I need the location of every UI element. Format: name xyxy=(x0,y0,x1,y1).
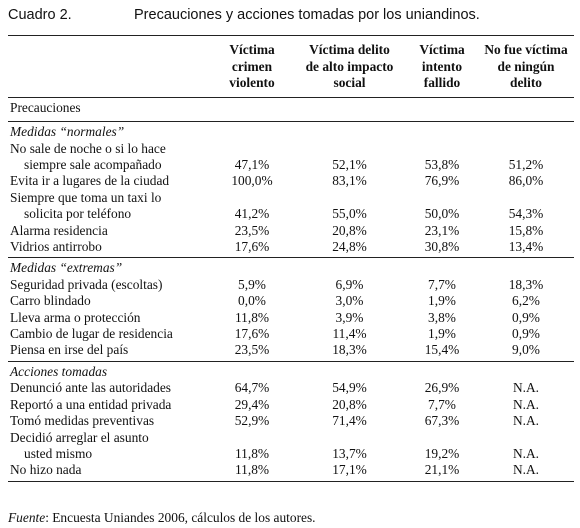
value-cell: 47,1% xyxy=(234,157,270,172)
value-cell: 1,9% xyxy=(428,326,456,342)
table-footnote xyxy=(8,510,316,526)
section-title: Acciones tomadas xyxy=(8,361,574,380)
table-row xyxy=(8,380,574,396)
value-cell: 24,8% xyxy=(332,239,367,255)
value-cell: 11,8% xyxy=(234,462,270,478)
row-label xyxy=(8,277,211,293)
table-row xyxy=(8,293,574,309)
value-cell: 26,9% xyxy=(424,380,460,396)
row-label-line: Decidió arreglar el asunto xyxy=(10,429,149,445)
value-cell: 11,8% xyxy=(234,309,270,325)
value-cell: 50,0% xyxy=(424,206,460,222)
value-cell: 76,9% xyxy=(424,173,460,189)
value-cell: 0,0% xyxy=(238,293,266,309)
row-label-line: Alarma residencia xyxy=(10,222,108,238)
column-header: Víctima intento fallido xyxy=(419,42,465,91)
value-cell: 15,4% xyxy=(424,342,460,358)
row-label-line: Carro blindado xyxy=(10,293,91,309)
value-cell: 41,2% xyxy=(234,206,270,222)
row-label-line: Evita ir a lugares de la ciudad xyxy=(10,173,170,189)
row-label-line: Siempre que toma un taxi lo xyxy=(10,189,162,205)
value-cell: 53,8% xyxy=(424,157,460,172)
value-cell: N.A. xyxy=(512,380,540,396)
value-cell: 3,9% xyxy=(335,309,364,325)
value-cell: N.A. xyxy=(512,396,540,412)
value-cell: 86,0% xyxy=(508,173,544,189)
value-cell: 5,9% xyxy=(238,276,266,292)
row-label xyxy=(8,223,211,239)
value-cell: 100,0% xyxy=(231,173,273,189)
table-row xyxy=(8,277,574,293)
row-label-line: Seguridad privada (escoltas) xyxy=(10,276,163,292)
column-header: Víctima crimen violento xyxy=(229,42,275,91)
value-cell: 23,1% xyxy=(424,222,460,238)
value-cell: 3,8% xyxy=(428,309,456,325)
value-cell: 52,1% xyxy=(332,157,367,172)
value-cell: 17,6% xyxy=(234,326,270,342)
value-cell: 11,4% xyxy=(332,326,367,342)
section-title: Medidas “extremas” xyxy=(8,258,574,277)
footnote-label: Fuente xyxy=(8,510,46,525)
value-cell: 20,8% xyxy=(332,222,367,238)
value-cell: 6,2% xyxy=(512,293,540,309)
column-header: Víctima delito de alto impacto social xyxy=(305,42,394,91)
precautions-table xyxy=(8,35,574,482)
row-label xyxy=(8,462,211,481)
table-row xyxy=(8,397,574,413)
value-cell: N.A. xyxy=(512,445,540,461)
row-label xyxy=(8,239,211,258)
table-row xyxy=(8,430,574,463)
value-cell: 71,4% xyxy=(332,413,367,429)
value-cell: 11,8% xyxy=(234,445,270,461)
value-cell: 17,6% xyxy=(234,239,270,255)
value-cell: 17,1% xyxy=(332,462,367,478)
row-label-line: usted mismo xyxy=(24,445,93,461)
table-row xyxy=(8,310,574,326)
table-row xyxy=(8,342,574,361)
row-label-line: Tomó medidas preventivas xyxy=(10,413,155,429)
row-label-line: Piensa en irse del país xyxy=(10,342,129,358)
table-row xyxy=(8,223,574,239)
row-label xyxy=(8,430,211,463)
value-cell: 18,3% xyxy=(508,276,544,292)
value-cell: 30,8% xyxy=(424,239,460,255)
row-label xyxy=(8,397,211,413)
table-row xyxy=(8,190,574,223)
value-cell: 3,0% xyxy=(335,293,364,309)
table-row xyxy=(8,462,574,481)
value-cell: 13,7% xyxy=(332,445,367,461)
table-row xyxy=(8,173,574,189)
section-header-row xyxy=(8,122,574,141)
table-row xyxy=(8,413,574,429)
table-header xyxy=(8,36,574,98)
value-cell: 18,3% xyxy=(332,342,367,358)
value-cell: 6,9% xyxy=(335,276,364,292)
value-cell: 52,9% xyxy=(234,413,270,429)
section-title: Medidas “normales” xyxy=(8,122,574,141)
row-label-line: Reportó a una entidad privada xyxy=(10,396,172,412)
value-cell: 55,0% xyxy=(332,206,367,222)
value-cell: 54,9% xyxy=(332,380,367,396)
row-label-line: Vidrios antirrobo xyxy=(10,239,102,255)
table-number: Cuadro 2. xyxy=(8,7,72,23)
table-row xyxy=(8,141,574,174)
row-label-line: Lleva arma o protección xyxy=(10,309,141,325)
row-label xyxy=(8,380,211,396)
table-title: Precauciones y acciones tomadas por los uniandinos. xyxy=(134,7,480,23)
row-label xyxy=(8,413,211,429)
value-cell: 7,7% xyxy=(428,396,456,412)
value-cell: 21,1% xyxy=(424,462,460,478)
column-header: No fue víctima de ningún delito xyxy=(484,42,568,91)
value-cell: 0,9% xyxy=(512,326,540,342)
value-cell: 29,4% xyxy=(234,396,270,412)
row-label xyxy=(8,173,211,189)
value-cell: 1,9% xyxy=(428,293,456,309)
table-row xyxy=(8,239,574,258)
value-cell: N.A. xyxy=(512,462,540,478)
row-label xyxy=(8,141,211,174)
row-label-line: siempre sale acompañado xyxy=(24,157,162,172)
row-label xyxy=(8,310,211,326)
value-cell: 23,5% xyxy=(234,342,270,358)
row-label-line: Denunció ante las autoridades xyxy=(10,380,172,396)
value-cell: 23,5% xyxy=(234,222,270,238)
value-cell: 64,7% xyxy=(234,380,270,396)
value-cell: 51,2% xyxy=(508,157,544,172)
row-label-line: solicita por teléfono xyxy=(24,206,132,222)
row-label xyxy=(8,190,211,223)
table-row xyxy=(8,326,574,342)
value-cell: 54,3% xyxy=(508,206,544,222)
value-cell: 15,8% xyxy=(508,222,544,238)
header-row-label-cell xyxy=(8,36,211,98)
precauciones-row xyxy=(8,97,574,121)
table-caption xyxy=(8,7,574,27)
value-cell: 19,2% xyxy=(424,445,460,461)
value-cell: 9,0% xyxy=(512,342,540,358)
row-label xyxy=(8,326,211,342)
value-cell: 13,4% xyxy=(508,239,544,255)
row-label-line: No sale de noche o si lo hace xyxy=(10,140,166,156)
value-cell: 7,7% xyxy=(428,276,456,292)
row-label-line: No hizo nada xyxy=(10,462,82,478)
row-label xyxy=(8,342,211,361)
table-body xyxy=(8,97,574,481)
value-cell: 83,1% xyxy=(332,173,367,189)
value-cell: 20,8% xyxy=(332,396,367,412)
value-cell: N.A. xyxy=(512,413,540,429)
row-label-line: Cambio de lugar de residencia xyxy=(10,326,173,342)
row-label xyxy=(8,293,211,309)
value-cell: 67,3% xyxy=(424,413,460,429)
value-cell: 0,9% xyxy=(512,309,540,325)
section-header-row xyxy=(8,258,574,277)
footnote-text: : Encuesta Uniandes 2006, cálculos de los autores. xyxy=(45,510,316,525)
precauciones-label: Precauciones xyxy=(8,97,574,121)
section-header-row xyxy=(8,361,574,380)
